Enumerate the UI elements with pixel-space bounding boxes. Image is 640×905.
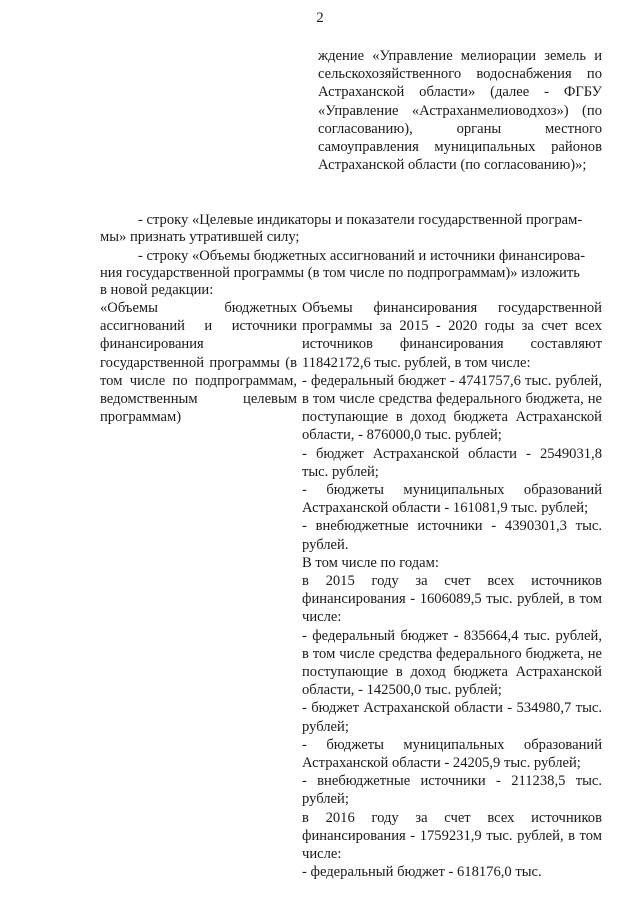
paragraph-line: мы» признать утратившей силу; bbox=[100, 229, 300, 245]
paragraph-line: - строку «Целевые индикаторы и показатели государственной програм- bbox=[138, 212, 583, 228]
right-cell-paragraph: - бюджеты муниципальных образований Астраханской области - 24205,9 тыс. рублей; bbox=[302, 736, 602, 772]
paragraph-target-indicators bbox=[100, 212, 602, 246]
right-cell-paragraph: В том числе по годам: bbox=[302, 554, 439, 571]
page-number: 2 bbox=[316, 10, 324, 26]
right-cell-paragraph: - внебюджетные источники - 211238,5 тыс. рублей; bbox=[302, 773, 602, 808]
right-cell-paragraph: - бюджеты муниципальных образований Астраханской области - 161081,9 тыс. рублей; bbox=[302, 482, 602, 517]
continued-text-block: ждение «Управление мелиорации земель и сельскохозяйственного водоснабжения по Астраханской области» (далее - ФГБУ «Управление «Астраханмелиоводхоз») (по согласованию), органы местного самоуправления муниципальных районов Астраханской области (по согласованию)»; bbox=[318, 48, 602, 174]
paragraph-line: в новой редакции: bbox=[100, 282, 214, 298]
right-cell-paragraph: - федеральный бюджет - 835664,4 тыс. рублей, в том числе средства федерального бюджета, не поступающие в доход бюджета Астраханской области, - 142500,0 тыс. рублей; bbox=[302, 627, 602, 699]
right-cell-paragraph: - федеральный бюджет - 4741757,6 тыс. рублей, в том числе средства федерального бюджета, не поступающие в доход бюджета Астраханской области, - 876000,0 тыс. рублей; bbox=[302, 372, 602, 444]
right-cell-paragraph: в 2016 году за счет всех источников финансирования - 1759231,9 тыс. рублей, в том числе: bbox=[302, 809, 602, 863]
right-cell-paragraph: - бюджет Астраханской области - 534980,7 тыс. рублей; bbox=[302, 700, 602, 735]
table-left-cell: «Объемы бюджетных ассигнований и источники финансирования государственной программы (в том числе по подпрограммам, ведомственным целевым программам) bbox=[100, 300, 297, 426]
right-cell-paragraph: - бюджет Астраханской области - 2549031,8 тыс. рублей; bbox=[302, 445, 602, 480]
right-cell-paragraph: Объемы финансирования государственной программы за 2015 - 2020 годы за счет всех источников финансирования составляют 11842172,6 тыс. рублей, в том числе: bbox=[302, 300, 602, 371]
right-cell-paragraph: в 2015 году за счет всех источников финансирования - 1606089,5 тыс. рублей, в том числе: bbox=[302, 573, 602, 626]
paragraph-line: ния государственной программы (в том числе по подпрограммам)» изложить bbox=[100, 265, 580, 281]
right-cell-paragraph: - внебюджетные источники - 4390301,3 тыс. рублей. bbox=[302, 518, 602, 553]
table-right-cell bbox=[302, 299, 602, 882]
paragraph-line: - строку «Объемы бюджетных ассигнований и источники финансирова- bbox=[138, 248, 586, 264]
paragraph-budget-allocations bbox=[100, 248, 602, 299]
right-cell-paragraph: - федеральный бюджет - 618176,0 тыс. bbox=[302, 864, 542, 881]
